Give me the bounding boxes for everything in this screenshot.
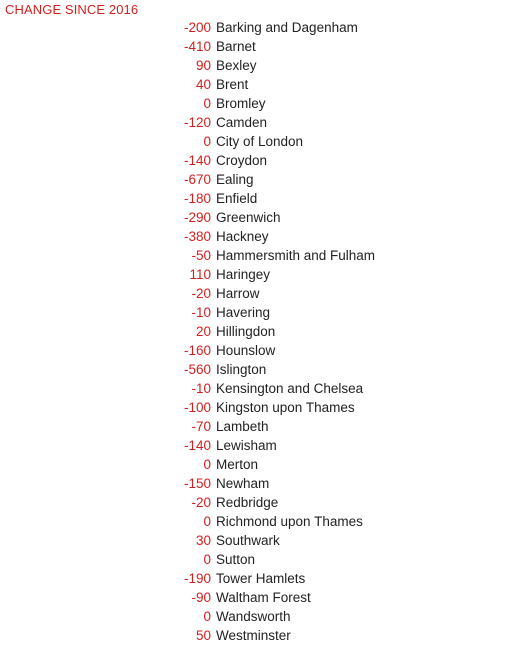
table-row <box>0 550 518 569</box>
table-row <box>0 132 518 151</box>
borough-name: Kensington and Chelsea <box>216 381 364 396</box>
table-row <box>0 588 518 607</box>
change-value: 20 <box>195 324 211 339</box>
change-value: -50 <box>191 248 211 263</box>
table-row <box>0 303 518 322</box>
table-row <box>0 322 518 341</box>
borough-name: Haringey <box>216 267 271 282</box>
borough-name: Hillingdon <box>216 324 276 339</box>
borough-name: Newham <box>216 476 270 491</box>
table-row <box>0 284 518 303</box>
change-value: -560 <box>183 362 211 377</box>
table-row <box>0 531 518 550</box>
change-value: -160 <box>183 343 211 358</box>
table-row <box>0 360 518 379</box>
change-value: -410 <box>183 39 211 54</box>
table-row <box>0 246 518 265</box>
table-row <box>0 37 518 56</box>
table-row <box>0 113 518 132</box>
change-value: 50 <box>195 628 211 643</box>
borough-name: Barking and Dagenham <box>216 20 358 35</box>
change-value: -140 <box>183 153 211 168</box>
borough-name: Richmond upon Thames <box>216 514 363 529</box>
borough-name: Waltham Forest <box>216 590 311 605</box>
borough-name: Islington <box>216 362 267 377</box>
change-value: -140 <box>183 438 211 453</box>
change-value: -70 <box>191 419 211 434</box>
borough-name: Croydon <box>216 153 268 168</box>
borough-name: Westminster <box>216 628 291 643</box>
table-row <box>0 341 518 360</box>
change-value: 0 <box>203 609 211 624</box>
change-value: -20 <box>191 286 211 301</box>
borough-name: City of London <box>216 134 304 149</box>
borough-name: Greenwich <box>216 210 281 225</box>
change-value: 0 <box>203 134 211 149</box>
borough-name: Harrow <box>216 286 260 301</box>
borough-name: Bexley <box>216 58 257 73</box>
change-value: 0 <box>203 514 211 529</box>
change-value: -90 <box>191 590 211 605</box>
change-value: -200 <box>183 20 211 35</box>
borough-name: Hounslow <box>216 343 276 358</box>
change-value: 30 <box>195 533 211 548</box>
borough-name: Hackney <box>216 229 269 244</box>
table-row <box>0 94 518 113</box>
borough-name: Lewisham <box>216 438 277 453</box>
borough-name: Tower Hamlets <box>216 571 306 586</box>
borough-name: Brent <box>216 77 249 92</box>
table-row <box>0 569 518 588</box>
table-row <box>0 455 518 474</box>
table-row <box>0 227 518 246</box>
chart-title: CHANGE SINCE 2016 <box>5 2 139 17</box>
borough-name: Havering <box>216 305 271 320</box>
borough-name: Southwark <box>216 533 280 548</box>
borough-name: Enfield <box>216 191 258 206</box>
change-value: -290 <box>183 210 211 225</box>
change-value: -190 <box>183 571 211 586</box>
change-value: 90 <box>195 58 211 73</box>
borough-name: Barnet <box>216 39 256 54</box>
change-value: 0 <box>203 552 211 567</box>
table-row <box>0 379 518 398</box>
table-row <box>0 626 518 645</box>
table-row <box>0 474 518 493</box>
table-row <box>0 607 518 626</box>
table-row <box>0 265 518 284</box>
borough-name: Sutton <box>216 552 256 567</box>
table-row <box>0 170 518 189</box>
change-value: -150 <box>183 476 211 491</box>
table-row <box>0 75 518 94</box>
borough-name: Ealing <box>216 172 254 187</box>
change-value: 0 <box>203 457 211 472</box>
change-value: 110 <box>189 267 211 282</box>
table-row <box>0 398 518 417</box>
table-row <box>0 56 518 75</box>
table-row <box>0 208 518 227</box>
change-value: -10 <box>191 305 211 320</box>
change-value: -100 <box>183 400 211 415</box>
table-row <box>0 436 518 455</box>
table-row <box>0 18 518 37</box>
change-value: -380 <box>183 229 211 244</box>
table-row <box>0 512 518 531</box>
table-row <box>0 189 518 208</box>
borough-name: Hammersmith and Fulham <box>216 248 376 263</box>
change-value: 0 <box>203 96 211 111</box>
borough-name: Redbridge <box>216 495 279 510</box>
change-table <box>0 18 518 645</box>
borough-name: Lambeth <box>216 419 269 434</box>
table-row <box>0 151 518 170</box>
borough-name: Camden <box>216 115 268 130</box>
borough-name: Bromley <box>216 96 266 111</box>
change-value: -670 <box>183 172 211 187</box>
table-row <box>0 493 518 512</box>
change-value: -120 <box>183 115 211 130</box>
change-value: -10 <box>191 381 211 396</box>
borough-name: Kingston upon Thames <box>216 400 355 415</box>
table-row <box>0 417 518 436</box>
borough-name: Merton <box>216 457 259 472</box>
borough-name: Wandsworth <box>216 609 291 624</box>
change-value: 40 <box>195 77 211 92</box>
change-value: -180 <box>183 191 211 206</box>
change-value: -20 <box>191 495 211 510</box>
